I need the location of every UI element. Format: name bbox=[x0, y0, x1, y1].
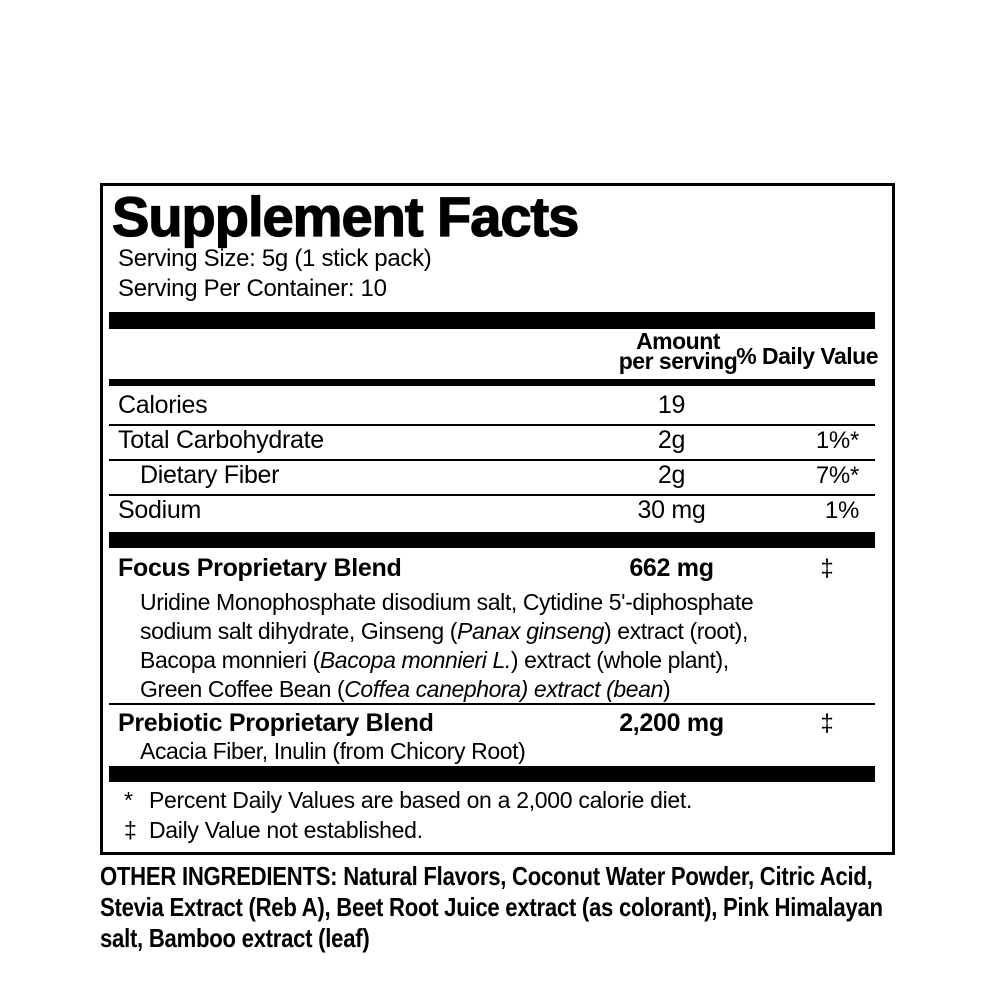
nutrient-daily-value: 7%* bbox=[815, 462, 859, 489]
blend-ingredients-text: ) extract (whole plant), bbox=[510, 647, 729, 673]
nutrient-name: Dietary Fiber bbox=[140, 461, 280, 489]
blend-ingredients-text: Acacia Fiber, Inulin (from Chicory Root) bbox=[140, 738, 526, 764]
supplement-facts-title: Supplement Facts bbox=[112, 185, 579, 248]
table-row bbox=[109, 494, 875, 530]
nutrient-name: Sodium bbox=[118, 496, 201, 524]
nutrient-name: Calories bbox=[118, 391, 208, 419]
other-ingredients-text: Natural Flavors, Coconut Water Powder, Citric Acid, Stevia Extract (Reb A), Beet Root Juice extract (as colorant), Pink Himalayan salt, Bamboo extract (leaf) bbox=[100, 861, 883, 953]
blend-ingredients bbox=[140, 588, 850, 704]
blend-amount: 662 mg bbox=[629, 554, 714, 582]
blend-ingredients-text: Bacopa monnieri ( bbox=[140, 647, 320, 673]
blend-ingredients-latin-name: Panax ginseng bbox=[457, 618, 605, 644]
table-row bbox=[109, 424, 875, 461]
nutrient-daily-value: 1%* bbox=[815, 427, 859, 454]
separator-bar-thick bbox=[109, 312, 875, 329]
column-header-daily-value: % Daily Value bbox=[736, 343, 878, 369]
header-rule bbox=[109, 379, 875, 386]
blend-ingredients-text: ) bbox=[662, 676, 671, 702]
blend-ingredients-latin-name: Bacopa monnieri L. bbox=[319, 647, 511, 673]
blend-ingredients-text: Uridine Monophosphate disodium salt, Cytidine 5'-diphosphate bbox=[140, 589, 754, 615]
footnote-text: Percent Daily Values are based on a 2,000 calorie diet. bbox=[149, 787, 693, 813]
footnote-row bbox=[109, 786, 875, 814]
table-row bbox=[109, 389, 875, 426]
blend-ingredients bbox=[140, 738, 850, 765]
servings-per-container: Serving Per Container: 10 bbox=[118, 275, 387, 302]
separator-bar-thick bbox=[109, 532, 875, 548]
footnote-symbol: ‡ bbox=[124, 817, 137, 843]
blend-row bbox=[109, 552, 875, 588]
blend-ingredients-latin-name: Coffea canephora) extract (bean bbox=[344, 676, 663, 702]
footnote-row bbox=[109, 816, 875, 844]
blend-ingredients-text: ) extract (root), bbox=[604, 618, 749, 644]
nutrient-amount: 30 mg bbox=[637, 496, 706, 524]
blend-ingredients-text: Green Coffee Bean ( bbox=[140, 676, 345, 702]
blend-amount: 2,200 mg bbox=[619, 709, 724, 737]
nutrient-name: Total Carbohydrate bbox=[118, 426, 324, 454]
nutrient-amount: 19 bbox=[657, 391, 686, 419]
blend-daily-value-symbol: ‡ bbox=[820, 710, 834, 737]
blend-name: Focus Proprietary Blend bbox=[118, 554, 402, 582]
separator-bar-thick bbox=[109, 766, 875, 782]
table-row bbox=[109, 459, 875, 496]
other-ingredients-paragraph bbox=[100, 861, 899, 954]
column-header-amount-line2: per serving bbox=[618, 348, 738, 374]
other-ingredients-heading: OTHER INGREDIENTS: bbox=[100, 861, 338, 891]
supplement-facts-panel bbox=[100, 183, 895, 855]
blend-divider-rule bbox=[109, 703, 875, 705]
nutrient-amount: 2g bbox=[657, 426, 686, 454]
serving-size: Serving Size: 5g (1 stick pack) bbox=[118, 245, 432, 272]
column-header-amount-line1: Amount bbox=[636, 328, 720, 354]
blend-name: Prebiotic Proprietary Blend bbox=[118, 709, 434, 737]
footnote-symbol: * bbox=[124, 787, 133, 813]
blend-daily-value-symbol: ‡ bbox=[820, 555, 834, 582]
nutrient-daily-value: 1% bbox=[824, 497, 859, 524]
footnote-text: Daily Value not established. bbox=[149, 817, 423, 843]
blend-ingredients-text: sodium salt dihydrate, Ginseng ( bbox=[140, 618, 458, 644]
nutrient-amount: 2g bbox=[657, 461, 686, 489]
